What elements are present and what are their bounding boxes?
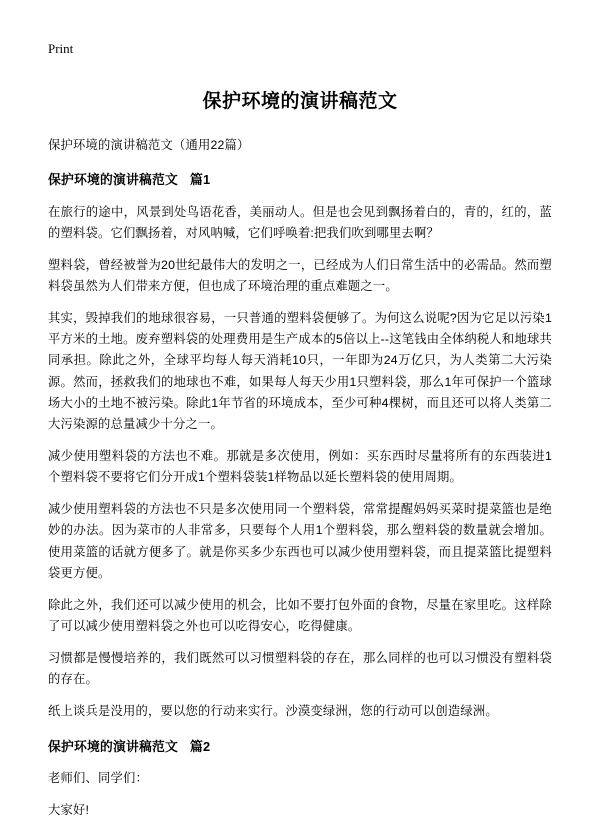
paragraph: 减少使用塑料袋的方法也不只是多次使用同一个塑料袋，常常提醒妈妈买菜时提菜篮也是绝妙的办法。因为菜市的人非常多，只要每个人用1个塑料袋，那么塑料袋的数量就会增加。使用菜篮的话就方便多了。就是你买多少东西也可以减少使用塑料袋，而且提菜篮比提塑料袋更方便。	[48, 502, 552, 580]
paragraph: 减少使用塑料袋的方法也不难。那就是多次使用，例如：买东西时尽量将所有的东西装进1个塑料袋不要将它们分开成1个塑料袋装1样物品以延长塑料袋的使用周期。	[48, 449, 552, 485]
section-heading	[48, 737, 552, 757]
print-link[interactable]: Print	[48, 41, 74, 56]
paragraph: 老师们、同学们：	[48, 771, 148, 786]
paragraph: 除此之外，我们还可以减少使用的机会，比如不要打包外面的食物，尽量在家里吃。这样除了可以减少使用塑料袋之外也可以吃得安心，吃得健康。	[48, 597, 552, 633]
paragraph: 在旅行的途中，风景到处鸟语花香，美丽动人。但是也会见到飘扬着白的，青的，红的，蓝的塑料袋。它们飘扬着，对风呐喊，它们呼唤着:把我们吹到哪里去啊？	[48, 204, 552, 240]
paragraph: 塑料袋，曾经被誉为20世纪最伟大的发明之一，已经成为人们日常生活中的必需品。然而塑料袋虽然为人们带来方便，但也成了环境治理的重点难题之一。	[48, 257, 552, 294]
paragraph: 习惯都是慢慢培养的，我们既然可以习惯塑料袋的存在，那么同样的也可以习惯没有塑料袋的存在。	[48, 651, 552, 687]
section-heading-number: 篇2	[189, 738, 211, 754]
section-heading-text: 保护环境的演讲稿范文	[48, 738, 178, 754]
page-title: 保护环境的演讲稿范文	[202, 91, 398, 112]
document-subtitle: 保护环境的演讲稿范文（通用22篇）	[48, 138, 250, 152]
paragraph: 大家好!	[48, 803, 90, 818]
paragraph: 其实，毁掉我们的地球很容易，一只普通的塑料袋便够了。为何这么说呢?因为它足以污染1平方米的土地。废弃塑料袋的处理费用是生产成本的5倍以上--这笔钱由全体纳税人和地球共同承担。除此之外，全球平均每人每天消耗10只，一年即为24万亿只，为人类第二大污染源。然而，拯救我们的地球也不难，如果每人每天少用1只塑料袋，那么1年可保护一个篮球场大小的土地不被污染。除此1年节省的环境成本，至少可种4棵树，而且还可以将人类第二大污染源的总量减少十分之一。	[48, 311, 552, 431]
section-heading	[48, 170, 552, 190]
paragraph: 纸上谈兵是没用的，要以您的行动来实行。沙漠变绿洲，您的行动可以创造绿洲。	[48, 704, 498, 719]
section-heading-text: 保护环境的演讲稿范文	[48, 172, 178, 188]
section-heading-number: 篇1	[189, 172, 211, 188]
